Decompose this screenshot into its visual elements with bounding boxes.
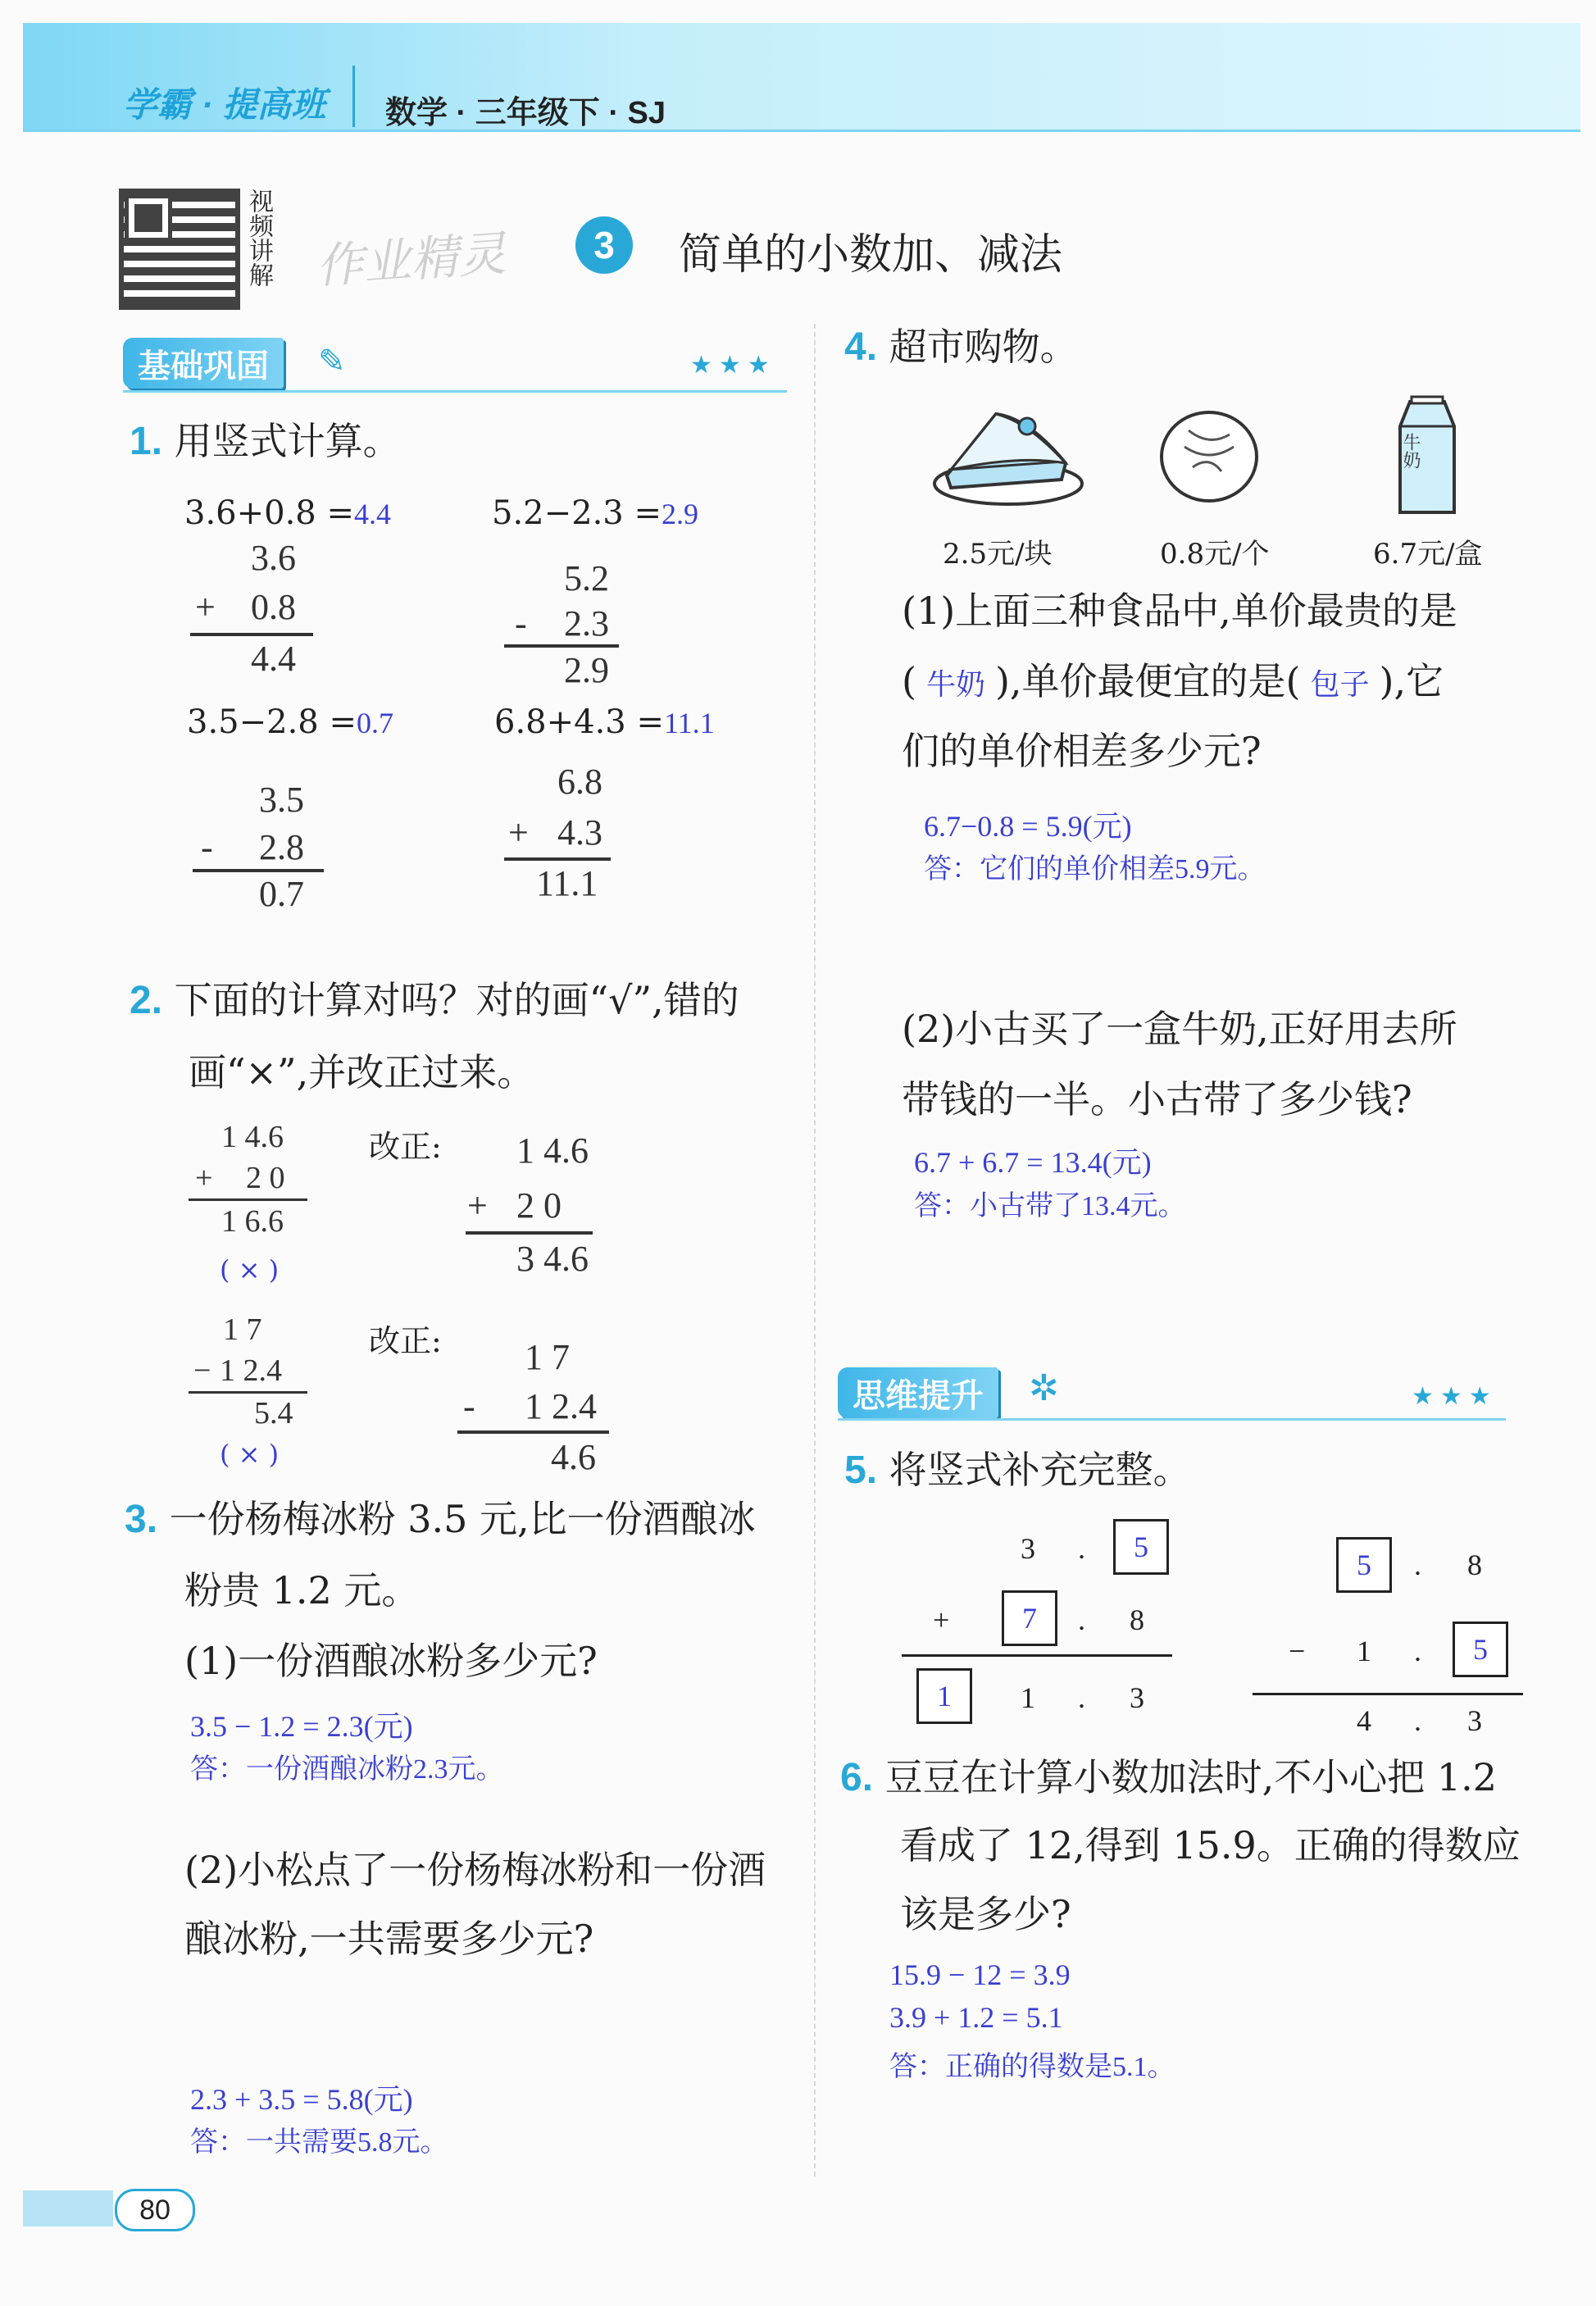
q2b-fix-line <box>457 1430 609 1434</box>
vertical-line <box>504 857 611 861</box>
q5l-line <box>902 1654 1172 1657</box>
q5r-r1dot: . <box>1414 1549 1421 1581</box>
q4-number: 4. <box>844 325 878 369</box>
vertical-result: 11.1 <box>536 863 598 903</box>
bun-icon <box>1156 406 1262 504</box>
sparkle-icon: ✲ <box>1029 1367 1059 1409</box>
q2b-fix-op: - <box>463 1386 475 1426</box>
header-divider <box>352 66 355 127</box>
q6-calc-2: 3.9 + 1.2 = 5.1 <box>889 2001 1063 2034</box>
q2b-fix-top: 1 7 <box>525 1337 570 1377</box>
advanced-stars: ★★★ <box>1412 1382 1498 1411</box>
q1-item-expr: 3.5−2.8 =0.7 <box>187 703 393 741</box>
q4-part1-line1: (1)上面三种食品中,单价最贵的是 <box>902 589 1457 633</box>
advanced-rule <box>838 1418 1506 1421</box>
page-number-badge <box>115 2189 195 2231</box>
q2b-fix-bottom: 1 2.4 <box>525 1386 597 1426</box>
basic-stars: ★★★ <box>690 351 776 380</box>
q4-part1-line3: 们的单价相差多少元? <box>902 729 1262 773</box>
q5-number: 5. <box>844 1449 878 1492</box>
q5r-r1b: 8 <box>1467 1549 1482 1581</box>
q5r-r3b: 3 <box>1467 1704 1482 1737</box>
vertical-top: 3.6 <box>251 538 296 578</box>
q4-part2-answer: 答：小古带了13.4元。 <box>914 1191 1186 1221</box>
q2a-fix-result: 3 4.6 <box>516 1239 589 1279</box>
q1-item-answer: 4.4 <box>353 498 391 530</box>
section-basic-label: 基础巩固 <box>138 348 269 384</box>
q4-part1-calc: 6.7−0.8 = 5.9(元) <box>924 810 1132 843</box>
q3-line1 <box>125 1497 756 1541</box>
q4-prompt: 超市购物。 <box>889 325 1078 369</box>
q2b-fix-result: 4.6 <box>551 1437 596 1477</box>
q4-part2-line1: (2)小古买了一盒牛奶,正好用去所 <box>902 1007 1457 1051</box>
q3-part2-calc: 2.3 + 3.5 = 5.8(元) <box>190 2083 413 2116</box>
q5r-r2box[interactable]: 5 <box>1453 1621 1508 1677</box>
q1-item-expr: 5.2−2.3 =2.9 <box>492 494 698 532</box>
q2a-fix-op: + <box>467 1185 488 1226</box>
q3-part1: (1)一份酒酿冰粉多少元? <box>184 1639 598 1683</box>
q5l-r3dot: . <box>1078 1681 1085 1714</box>
price-cake: 2.5元/块 <box>943 538 1053 571</box>
q5-text <box>844 1448 1191 1492</box>
qr-code[interactable] <box>119 189 240 310</box>
vertical-result: 4.4 <box>251 639 296 679</box>
q4-part1-answer: 答：它们的单价相差5.9元。 <box>924 854 1266 885</box>
vertical-top: 3.5 <box>259 780 304 820</box>
q5l-r3box[interactable]: 1 <box>916 1668 972 1724</box>
q2a-bottom: 2 0 <box>246 1161 285 1195</box>
vertical-line <box>190 633 313 636</box>
q6-prompt-1: 豆豆在计算小数加法时,不小心把 1.2 <box>884 1755 1498 1799</box>
q5r-r3dot: . <box>1414 1704 1421 1737</box>
vertical-op: + <box>508 812 529 853</box>
q3-part1-calc: 3.5 − 1.2 = 2.3(元) <box>190 1710 413 1743</box>
header-brand: 学霸 · 提高班 <box>123 85 326 124</box>
q3-line2: 粉贵 1.2 元。 <box>184 1568 420 1612</box>
q5l-r2b: 8 <box>1130 1603 1144 1636</box>
q4-fill-cheapest[interactable]: 包子 <box>1310 668 1370 702</box>
q4-text <box>844 325 1078 369</box>
q4-part2-calc: 6.7 + 6.7 = 13.4(元) <box>914 1146 1152 1179</box>
q6-calc-1: 15.9 − 12 = 3.9 <box>889 1958 1071 1991</box>
lesson-number-badge <box>575 216 633 274</box>
vertical-op: - <box>201 827 213 867</box>
q1-item-answer: 2.9 <box>661 498 698 530</box>
q5r-line <box>1253 1693 1523 1695</box>
q2-number: 2. <box>130 979 163 1022</box>
q5r-r2dot: . <box>1414 1635 1421 1667</box>
lesson-number: 3 <box>593 224 615 266</box>
vertical-result: 2.9 <box>564 650 609 690</box>
q5l-r2dot: . <box>1078 1603 1085 1636</box>
q1-item-expr: 3.6+0.8 =4.4 <box>184 494 391 532</box>
q2b-top: 1 7 <box>223 1312 262 1347</box>
milk-label: 牛奶 <box>1400 433 1421 469</box>
q2b-result: 5.4 <box>254 1396 293 1430</box>
q2a-mark: ( × ) <box>220 1254 280 1285</box>
q5l-r1box[interactable]: 5 <box>1113 1519 1169 1575</box>
q1-item-answer: 11.1 <box>663 707 715 739</box>
vertical-top: 5.2 <box>564 558 609 598</box>
section-advanced-label: 思维提升 <box>853 1377 984 1414</box>
vertical-top: 6.8 <box>557 762 602 802</box>
section-advanced-tab <box>838 1367 998 1418</box>
q4-part1-line2: ( 牛奶 ),单价最便宜的是( 包子 ),它 <box>902 659 1444 703</box>
q2a-top: 1 4.6 <box>221 1120 284 1154</box>
q2a-fix-top: 1 4.6 <box>516 1130 589 1171</box>
q5l-r1a: 3 <box>1021 1532 1035 1565</box>
column-divider <box>814 324 816 2176</box>
q2a-fix-line <box>466 1231 593 1235</box>
q5l-op: + <box>933 1603 950 1636</box>
vertical-op: - <box>515 603 527 644</box>
q2a-result: 1 6.6 <box>221 1204 284 1239</box>
q5r-r1box[interactable]: 5 <box>1336 1537 1392 1593</box>
q6-number: 6. <box>840 1756 874 1799</box>
q2b-op: − <box>193 1353 211 1388</box>
footer-bar <box>23 2190 113 2226</box>
vertical-result: 0.7 <box>259 874 304 914</box>
vertical-line <box>504 644 619 648</box>
q3-part2-line1: (2)小松点了一份杨梅冰粉和一份酒 <box>184 1848 766 1892</box>
q3-part2-line2: 酿冰粉,一共需要多少元? <box>184 1917 594 1961</box>
q2b-fix-label: 改正: <box>369 1323 442 1359</box>
basic-rule <box>123 390 787 393</box>
vertical-bottom: 2.3 <box>564 603 609 644</box>
q5l-r3a: 1 <box>1021 1681 1035 1714</box>
q3-part2-answer: 答：一共需要5.8元。 <box>190 2127 448 2158</box>
q4-fill-most-expensive[interactable]: 牛奶 <box>925 668 985 702</box>
vertical-line <box>193 869 324 872</box>
pencil-icon: ✎ <box>318 343 346 380</box>
q1-prompt: 用竖式计算。 <box>174 419 401 463</box>
q6-answer: 答：正确的得数是5.1。 <box>889 2052 1175 2082</box>
q2b-bottom: 1 2.4 <box>220 1353 282 1388</box>
q2a-line <box>189 1198 307 1201</box>
header-book: 数学 · 三年级下 · SJ <box>385 96 666 130</box>
price-bun: 0.8元/个 <box>1160 538 1270 571</box>
q3-part1-answer: 答：一份酒酿冰粉2.3元。 <box>190 1754 504 1785</box>
q5r-r2a: 1 <box>1357 1635 1371 1667</box>
q3-prompt-1: 一份杨梅冰粉 3.5 元,比一份酒酿冰 <box>169 1497 756 1541</box>
q5r-r3a: 4 <box>1357 1704 1371 1737</box>
qr-label: 视频讲解 <box>244 189 273 287</box>
q6-line2: 看成了 12,得到 15.9。正确的得数应 <box>900 1823 1521 1867</box>
q6-line1 <box>840 1755 1498 1799</box>
price-milk: 6.7元/盒 <box>1373 538 1483 571</box>
vertical-bottom: 4.3 <box>557 812 602 853</box>
vertical-op: + <box>195 587 216 627</box>
q1-item-answer: 0.7 <box>356 707 393 739</box>
page-number: 80 <box>139 2194 171 2226</box>
q1-item-expr: 6.8+4.3 =11.1 <box>494 703 715 741</box>
q6-line3: 该是多少? <box>900 1892 1071 1936</box>
q2a-fix-bottom: 2 0 <box>516 1185 562 1226</box>
vertical-bottom: 2.8 <box>259 827 304 867</box>
cake-icon <box>930 398 1086 512</box>
q2a-fix-label: 改正: <box>369 1129 442 1165</box>
section-basic-tab <box>123 338 284 389</box>
q3-number: 3. <box>125 1498 158 1541</box>
q1-text <box>130 419 401 463</box>
q5l-r3b: 3 <box>1130 1681 1144 1714</box>
q5-prompt: 将竖式补充完整。 <box>889 1448 1191 1492</box>
lesson-title: 简单的小数加、减法 <box>679 230 1063 280</box>
milk-carton-icon <box>1394 393 1459 516</box>
q2-prompt-1: 下面的计算对吗？对的画“√”,错的 <box>174 978 739 1022</box>
q5l-r2box[interactable]: 7 <box>1002 1590 1057 1646</box>
q2-line2: 画“×”,并改正过来。 <box>189 1050 535 1094</box>
q2b-mark: ( × ) <box>220 1439 280 1470</box>
q5r-op: − <box>1289 1635 1306 1667</box>
vertical-bottom: 0.8 <box>251 587 296 627</box>
q2b-line <box>189 1391 307 1394</box>
q5l-r1dot: . <box>1078 1532 1085 1565</box>
q4-part2-line2: 带钱的一半。小古带了多少钱? <box>902 1077 1412 1121</box>
q2-line1 <box>130 978 739 1022</box>
watermark: 作业精灵 <box>314 225 508 294</box>
q2a-op: + <box>195 1161 213 1195</box>
q1-number: 1. <box>130 420 163 463</box>
